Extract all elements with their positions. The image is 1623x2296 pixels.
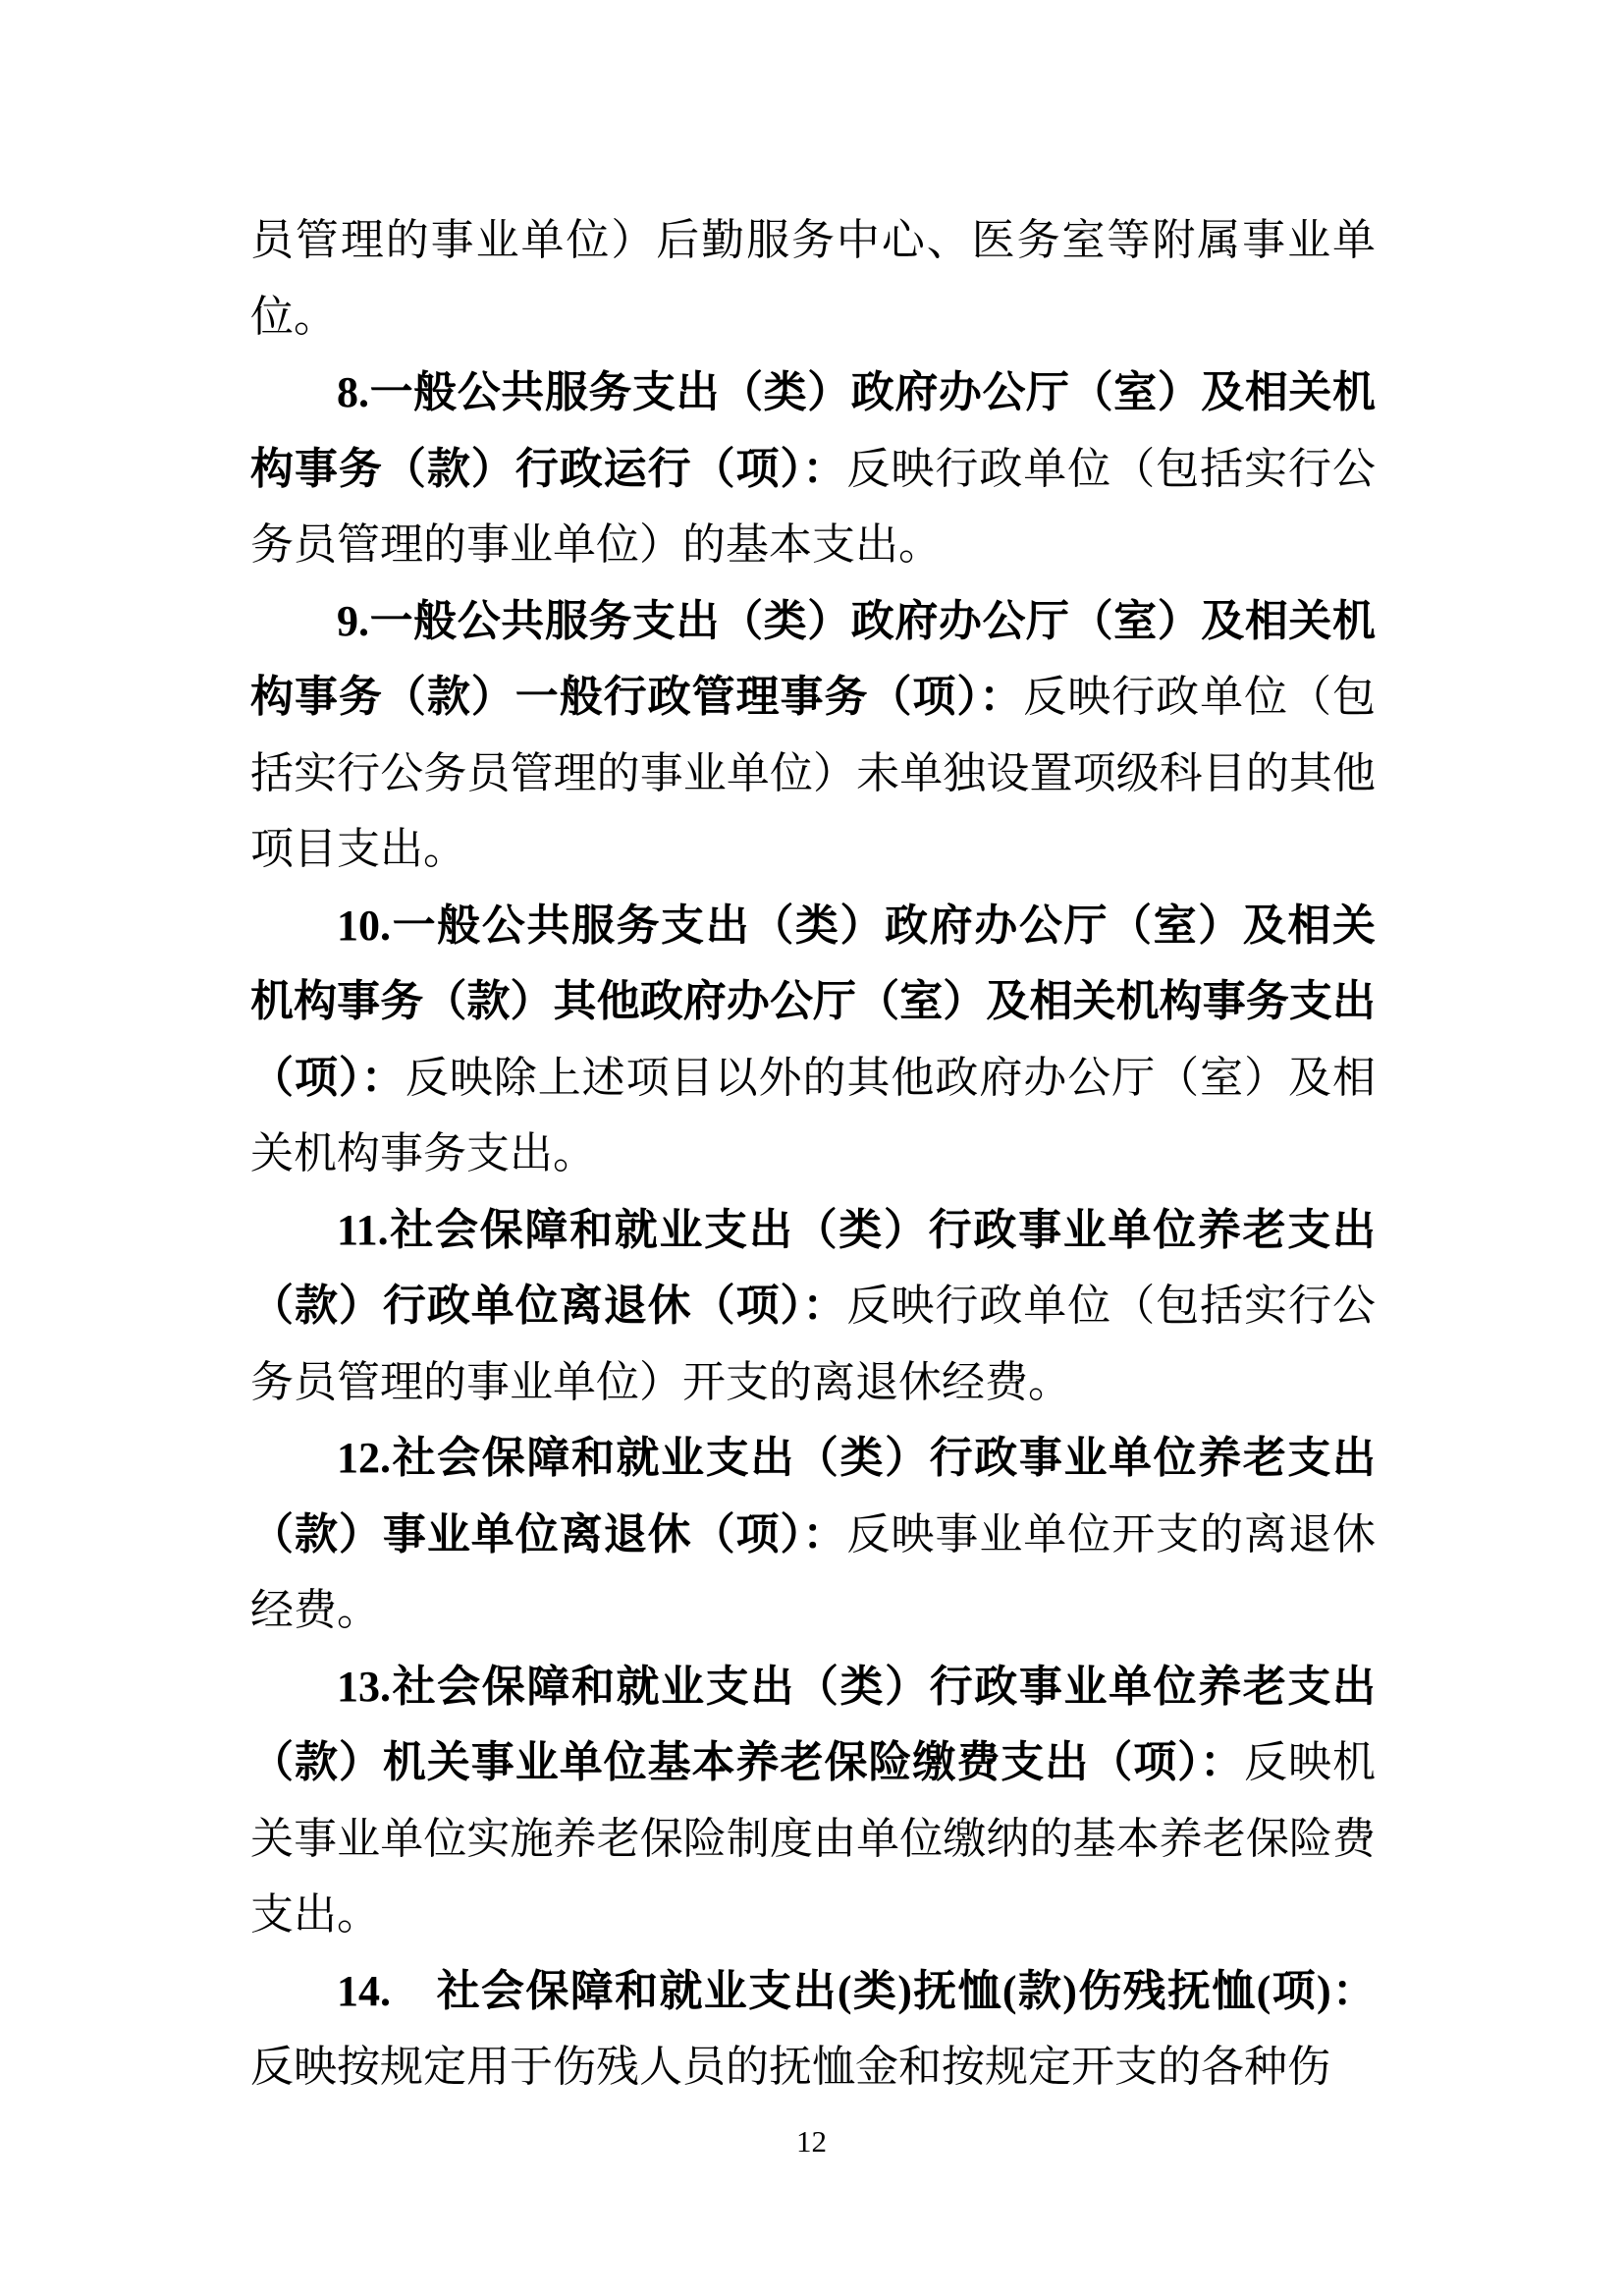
clause-body: 反映行政单位（包括实行公务员管理的事业单位）未单独设置项级科目的其他项目支出。 <box>250 673 1377 873</box>
clause-heading: 10.一般公共服务支出（类）政府办公厅（室）及相关机构事务（款）其他政府办公厅（室）及相关机构事务支出（项）： <box>250 901 1376 1102</box>
clause-body: 反映按规定用于伤残人员的抚恤金和按规定开支的各种伤 <box>250 2043 1330 2091</box>
clause-body: 反映机关事业单位实施养老保险制度由单位缴纳的基本养老保险费支出。 <box>250 1738 1376 1939</box>
clause-heading: 12.社会保障和就业支出（类）行政事业单位养老支出（款）事业单位离退休（项）： <box>250 1434 1376 1558</box>
paragraph-item-8 <box>250 355 1376 583</box>
clause-body: 反映除上述项目以外的其他政府办公厅（室）及相关机构事务支出。 <box>250 1053 1377 1177</box>
paragraph-item-11 <box>250 1192 1376 1421</box>
clause-heading: 9.一般公共服务支出（类）政府办公厅（室）及相关机构事务（款）一般行政管理事务（项）： <box>250 596 1376 721</box>
document-page-body <box>250 202 1376 2105</box>
paragraph-continuation <box>250 202 1376 355</box>
clause-body: 反映行政单位（包括实行公务员管理的事业单位）的基本支出。 <box>250 444 1377 569</box>
clause-heading: 14. 社会保障和就业支出(类)抚恤(款)伤残抚恤(项)： <box>337 1966 1376 2015</box>
clause-body: 员管理的事业单位）后勤服务中心、医务室等附属事业单位。 <box>250 216 1376 341</box>
clause-body: 反映事业单位开支的离退休经费。 <box>250 1509 1377 1634</box>
clause-heading: 11.社会保障和就业支出（类）行政事业单位养老支出（款）行政单位离退休（项）： <box>250 1205 1376 1330</box>
paragraph-item-9 <box>250 583 1376 888</box>
paragraph-item-14 <box>250 1953 1376 2105</box>
clause-body: 反映行政单位（包括实行公务员管理的事业单位）开支的离退休经费。 <box>250 1282 1377 1406</box>
clause-heading: 8.一般公共服务支出（类）政府办公厅（室）及相关机构事务（款）行政运行（项）： <box>250 368 1376 493</box>
page-number: 12 <box>796 2124 827 2159</box>
clause-heading: 13.社会保障和就业支出（类）行政事业单位养老支出（款）机关事业单位基本养老保险缴费支出（项）： <box>250 1662 1376 1786</box>
paragraph-item-12 <box>250 1420 1376 1649</box>
paragraph-item-10 <box>250 888 1376 1192</box>
paragraph-item-13 <box>250 1649 1376 1953</box>
